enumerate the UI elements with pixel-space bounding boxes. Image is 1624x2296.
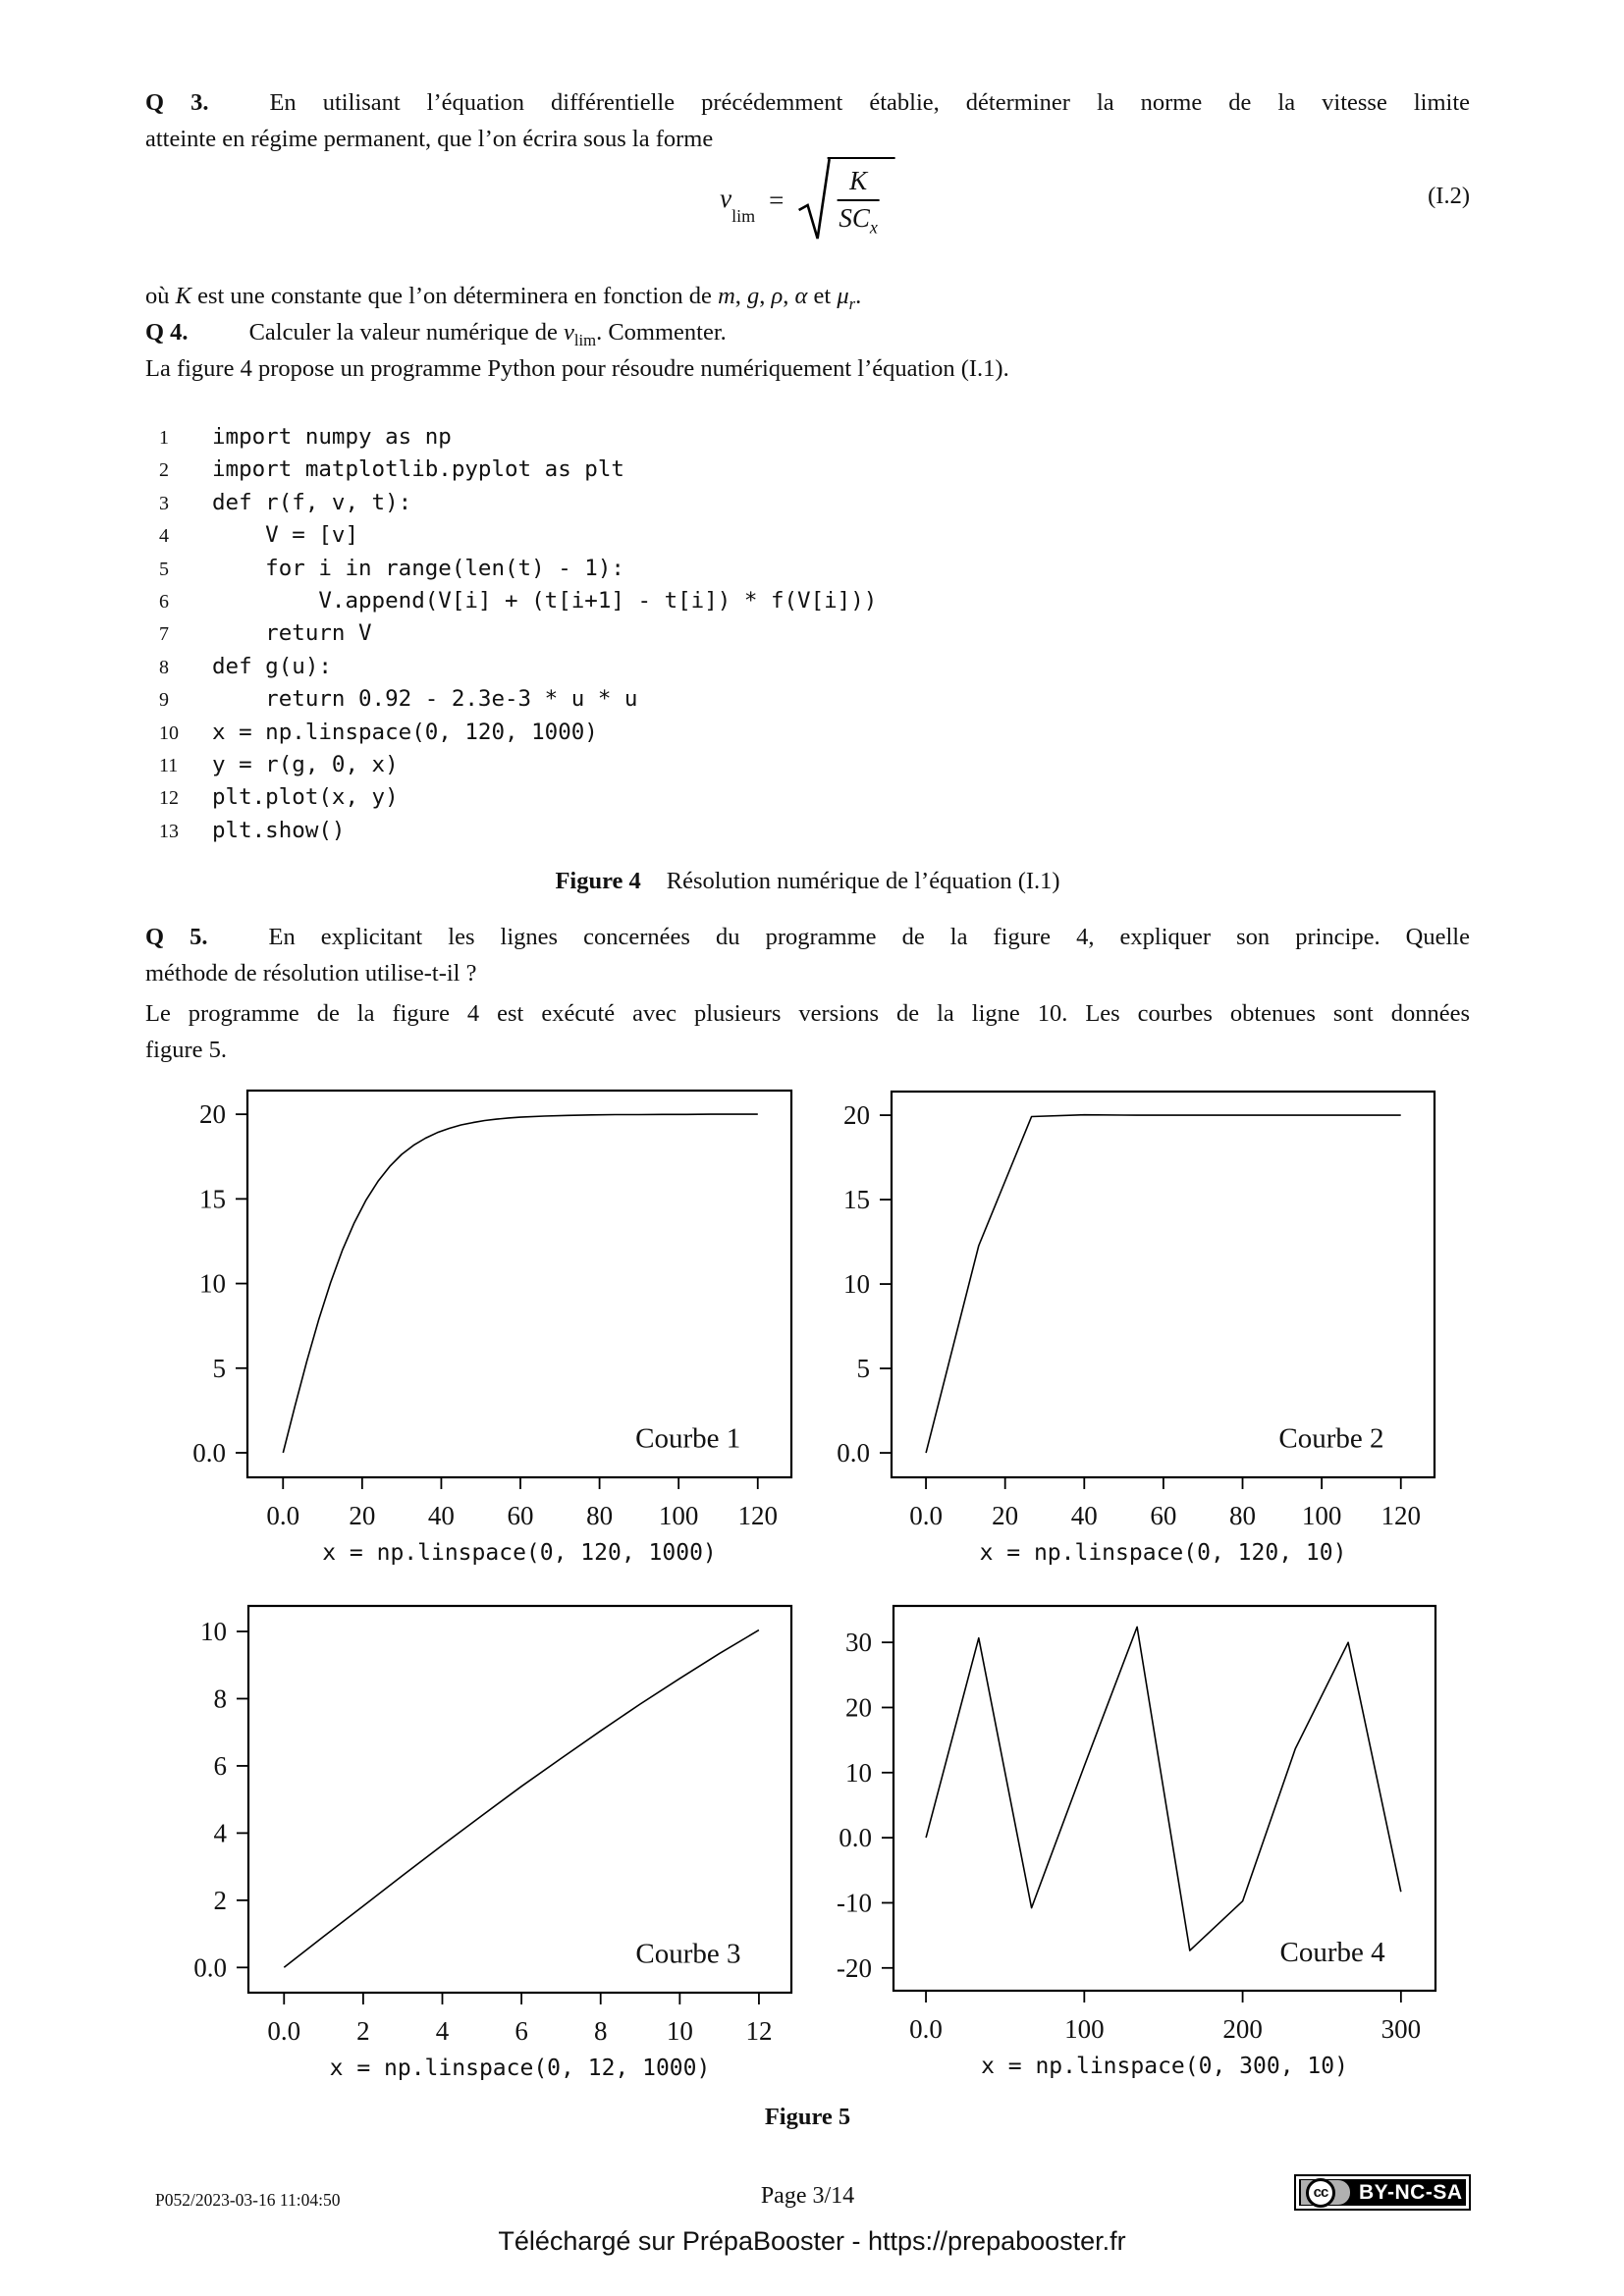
x-tick-label: 300	[1380, 2014, 1422, 2044]
para-fig4-intro	[145, 350, 1470, 392]
code-line	[159, 686, 1337, 719]
x-tick-label: 80	[1229, 1501, 1257, 1530]
x-tick-label: 40	[1070, 1501, 1098, 1530]
y-tick-label: 10	[200, 1617, 227, 1647]
x-tick-label: 100	[1301, 1501, 1342, 1530]
figure5-caption	[145, 2104, 1470, 2131]
y-tick-label: 20	[843, 1100, 870, 1131]
x-tick-label: 6	[514, 2016, 528, 2046]
download-attribution: Téléchargé sur PrépaBooster - https://prepabooster.fr	[498, 2226, 1126, 2256]
para-ou-k-text: où K est une constante que l’on déterminera en fonction de m, g, ρ, α et $\mu_r$.	[145, 283, 862, 313]
x-tick-label: 20	[349, 1501, 376, 1530]
code-line-text: x = np.linspace(0, 120, 1000)	[212, 719, 598, 745]
figure5-caption-text: Figure 5	[764, 2104, 851, 2130]
code-line	[159, 424, 1337, 456]
x-tick-label: 60	[507, 1501, 534, 1530]
x-tick-label: 0.0	[266, 1501, 300, 1530]
x-tick-label: 120	[737, 1501, 779, 1530]
SC-symbol: SC	[839, 202, 870, 233]
x-tick-label: 120	[1380, 1501, 1421, 1530]
fraction	[837, 167, 880, 238]
code-line-number: 10	[159, 721, 179, 744]
code-line-number: 5	[159, 558, 169, 580]
y-tick-label: 4	[213, 1818, 227, 1848]
code-line	[159, 620, 1337, 653]
equals-sign: =	[769, 185, 785, 215]
code-line-number: 3	[159, 492, 169, 514]
code-line	[159, 720, 1337, 752]
curve-courbe-2	[926, 1115, 1401, 1453]
code-line-text: import matplotlib.pyplot as plt	[212, 456, 624, 483]
para-ou-k	[145, 278, 1470, 319]
curve-courbe-3	[284, 1630, 759, 1968]
cc-logo-icon	[1306, 2178, 1335, 2208]
equation-I2	[145, 153, 1470, 251]
code-line-text: y = r(g, 0, x)	[212, 751, 399, 777]
curve-label: Courbe 2	[1278, 1422, 1384, 1455]
code-line	[159, 556, 1337, 588]
y-tick-label: 10	[845, 1757, 872, 1788]
fraction-denominator	[837, 201, 880, 238]
code-line-text: return V	[212, 620, 372, 647]
fraction-numerator: K	[849, 166, 868, 195]
code-line-text: V.append(V[i] + (t[i+1] - t[i]) * f(V[i]))	[212, 587, 878, 614]
curve-courbe-1	[283, 1114, 758, 1453]
y-tick-label: 5	[856, 1354, 870, 1384]
equation-body	[720, 153, 895, 247]
code-line	[159, 522, 1337, 555]
cc-logo-text: cc	[1313, 2184, 1328, 2201]
x-tick-label: 100	[658, 1501, 699, 1530]
plot-caption: x = np.linspace(0, 300, 10)	[981, 2054, 1348, 2079]
curve-courbe-4	[926, 1627, 1401, 1950]
radical-sign-icon	[797, 157, 831, 243]
plot-frame	[248, 1606, 791, 1993]
footer-stamp: P052/2023-03-16 11:04:50	[155, 2190, 341, 2210]
x-tick-label: 0.0	[909, 1501, 943, 1530]
x-tick-label: 100	[1064, 2014, 1105, 2044]
figure4-caption	[145, 868, 1470, 895]
lim-subscript: lim	[731, 205, 756, 226]
code-line-number: 11	[159, 754, 179, 776]
v-symbol: v	[720, 184, 732, 214]
y-tick-label: 10	[843, 1269, 870, 1300]
figure4-caption-text: Figure 4 Résolution numérique de l’équation (I.1)	[555, 868, 1060, 894]
x-tick-label: 4	[435, 2016, 450, 2046]
y-tick-label: 15	[199, 1184, 226, 1214]
code-line-number: 12	[159, 787, 179, 810]
code-line-number: 6	[159, 590, 169, 613]
code-line-text: for i in range(len(t) - 1):	[212, 555, 624, 581]
equation-number: (I.2)	[1428, 183, 1470, 209]
y-tick-label: 5	[212, 1353, 226, 1383]
plot-frame	[892, 1092, 1435, 1477]
para-exec-line-2-text: figure 5.	[145, 1037, 227, 1063]
python-code-listing	[159, 424, 1337, 850]
q5-line-2-text: méthode de résolution utilise-t-il ?	[145, 960, 477, 987]
x-tick-label: 2	[356, 2016, 370, 2046]
figure5-plots	[0, 1060, 1624, 2101]
plot-caption: x = np.linspace(0, 120, 1000)	[322, 1540, 717, 1566]
x-tick-label: 60	[1150, 1501, 1177, 1530]
para-exec-line-1-text: Le programme de la figure 4 est exécuté avec plusieurs versions de la ligne 10. Les courbes obtenues sont données	[145, 1000, 1470, 1027]
equation-lhs	[720, 184, 756, 226]
y-tick-label: 0.0	[192, 1437, 226, 1468]
code-line-number: 13	[159, 820, 179, 842]
y-tick-label: 10	[199, 1268, 226, 1299]
code-line-text: return 0.92 - 2.3e-3 * u * u	[212, 686, 638, 713]
y-tick-label: 30	[845, 1628, 872, 1658]
x-tick-label: 0.0	[267, 2016, 301, 2046]
plot-courbe-4	[837, 1606, 1435, 2079]
y-tick-label: 2	[213, 1885, 227, 1915]
code-line-number: 8	[159, 656, 169, 678]
x-tick-label: 80	[586, 1501, 614, 1530]
code-line	[159, 456, 1337, 489]
code-line-number: 1	[159, 427, 169, 449]
radicand	[827, 157, 895, 238]
code-line-text: plt.plot(x, y)	[212, 784, 399, 811]
code-line-text: plt.show()	[212, 817, 346, 843]
y-tick-label: 20	[199, 1099, 226, 1130]
curve-label: Courbe 4	[1279, 1936, 1385, 1968]
code-line	[159, 818, 1337, 850]
y-tick-label: -20	[837, 1952, 872, 1983]
code-line-text: def g(u):	[212, 653, 332, 679]
x-tick-label: 40	[427, 1501, 455, 1530]
q3-line-1	[145, 84, 1470, 126]
q5-line-1	[145, 919, 1470, 960]
x-tick-label: 200	[1222, 2014, 1263, 2044]
square-root	[797, 157, 895, 243]
y-tick-label: 0.0	[193, 1952, 227, 1983]
code-line-text: import numpy as np	[212, 424, 452, 450]
y-tick-label: 8	[213, 1683, 227, 1714]
x-tick-label: 12	[745, 2016, 773, 2046]
q5-line-2	[145, 955, 1470, 996]
code-line	[159, 490, 1337, 522]
code-line-number: 2	[159, 459, 169, 482]
y-tick-label: 0.0	[837, 1438, 870, 1468]
y-tick-label: 6	[213, 1750, 227, 1781]
para-fig4-intro-text: La figure 4 propose un programme Python pour résoudre numériquement l’équation (I.1).	[145, 355, 1009, 382]
x-tick-label: 10	[666, 2016, 693, 2046]
para-exec-line-1	[145, 995, 1470, 1037]
q4-text: Q 4. Calculer la valeur numérique de $v_{lim}$. Commenter.	[145, 319, 727, 349]
plot-caption: x = np.linspace(0, 120, 10)	[979, 1540, 1347, 1566]
y-tick-label: -10	[837, 1888, 872, 1918]
q3-line-2-text: atteinte en régime permanent, que l’on écrira sous la forme	[145, 126, 714, 152]
plot-frame	[247, 1091, 791, 1477]
code-line-text: def r(f, v, t):	[212, 489, 412, 515]
y-tick-label: 0.0	[839, 1823, 872, 1853]
x-tick-label: 20	[992, 1501, 1019, 1530]
code-line-number: 4	[159, 525, 169, 548]
x-subscript: x	[869, 217, 878, 238]
code-line-number: 7	[159, 623, 169, 646]
q5-line-1-text: Q 5. En explicitant les lignes concernées du programme de la figure 4, expliquer son principe. Quelle	[145, 924, 1470, 950]
cc-badge-label: BY-NC-SA	[1359, 2180, 1463, 2204]
x-tick-label: 0.0	[909, 2014, 943, 2044]
y-tick-label: 15	[843, 1185, 870, 1215]
cc-badge-left	[1301, 2180, 1350, 2205]
code-line	[159, 588, 1337, 620]
plot-courbe-2	[837, 1092, 1435, 1566]
code-line	[159, 654, 1337, 686]
code-line	[159, 752, 1337, 784]
y-tick-label: 20	[845, 1692, 872, 1723]
code-line-number: 9	[159, 689, 169, 712]
x-tick-label: 8	[593, 2016, 608, 2046]
q3-line-1-text: Q 3. En utilisant l’équation différentielle précédemment établie, déterminer la norme de la vitesse limite	[145, 89, 1470, 116]
cc-license-badge	[1294, 2174, 1471, 2211]
curve-label: Courbe 3	[635, 1938, 741, 1970]
code-line	[159, 784, 1337, 817]
plot-caption: x = np.linspace(0, 12, 1000)	[329, 2056, 711, 2081]
footer-page-number: Page 3/14	[760, 2183, 855, 2209]
plot-courbe-3	[193, 1606, 791, 2081]
q4-line	[145, 314, 1470, 355]
plot-courbe-1	[192, 1091, 791, 1566]
code-line-text: V = [v]	[212, 522, 359, 549]
curve-label: Courbe 1	[635, 1422, 741, 1455]
